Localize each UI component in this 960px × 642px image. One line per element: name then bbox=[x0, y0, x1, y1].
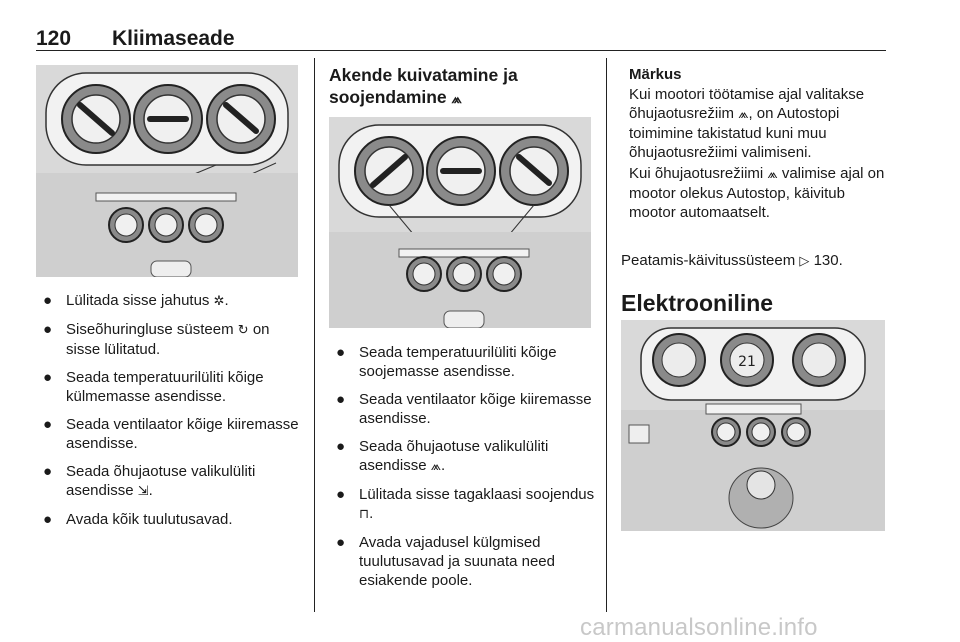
air-distribution-icon: ⇲ bbox=[137, 484, 149, 499]
page-header bbox=[36, 27, 886, 51]
note-title: Märkus bbox=[629, 66, 682, 83]
page-reference-arrow-icon: ▷ bbox=[799, 254, 810, 269]
list-item: ● Seada temperatuurilüliti kõige soojemasse asendisse. bbox=[336, 344, 557, 380]
col2-bullet-list bbox=[329, 343, 597, 599]
section-heading-defrost bbox=[329, 64, 599, 111]
defrost-icon: ⩕ bbox=[738, 107, 749, 122]
bullet-text: Seada ventilaator kõige kiiremasse asendisse. bbox=[359, 391, 592, 427]
cross-reference[interactable]: Peatamis-käivitussüsteem ▷ 130. bbox=[621, 252, 843, 269]
note-paragraph-1: Kui mootori töötamise ajal valitakse õhujaotusrežiim ⩕, on Autostopi toimimine takistatud kuni muu õhujaotusrežiimi valimiseni. bbox=[629, 86, 865, 161]
list-item: ● Siseõhuringluse süsteem ↻ on sisse lülitatud. bbox=[43, 321, 270, 358]
rear-window-heating-icon: ⊓ bbox=[359, 507, 370, 522]
col1-bullet-list bbox=[36, 291, 304, 538]
snowflake-icon: ✲ bbox=[213, 294, 225, 309]
climate-control-illustration-1 bbox=[36, 65, 298, 277]
note-paragraph-2: Kui õhujaotusrežiimi ⩕ valimise ajal on mootor olekus Autostop, käivitub mootor automaatselt. bbox=[629, 165, 885, 221]
chapter-title: Kliimaseade bbox=[112, 27, 235, 50]
list-item: ● Seada ventilaator kõige kiiremasse asendisse. bbox=[43, 416, 299, 452]
bullet-text: Siseõhuringluse süsteem bbox=[66, 321, 238, 338]
defrost-icon: ⩕ bbox=[430, 459, 441, 474]
list-item: ● Seada õhujaotuse valikulüliti asendisse ⇲. bbox=[43, 463, 256, 499]
list-item: ● Lülitada sisse tagaklaasi soojendus ⊓. bbox=[336, 486, 595, 522]
list-item: ● Seada õhujaotuse valikulüliti asendisse ⩕. bbox=[336, 438, 549, 474]
bullet-text: Lülitada sisse tagaklaasi soojendus bbox=[359, 486, 595, 503]
bullet-suffix: . bbox=[148, 482, 153, 499]
list-item: ● Avada vajadusel külgmised tuulutusavad ja suunata need esiakende poole. bbox=[336, 534, 555, 589]
column-divider-2 bbox=[606, 58, 607, 612]
bullet-text: Lülitada sisse jahutus bbox=[66, 292, 214, 309]
bullet-text: Seada õhujaotuse valikulüliti asendisse bbox=[66, 463, 256, 499]
bullet-text: Seada temperatuurilüliti kõige soojemasse asendisse. bbox=[359, 344, 557, 380]
electronic-climate-illustration bbox=[621, 320, 885, 531]
column-divider-1 bbox=[314, 58, 315, 612]
bullet-text: Seada õhujaotuse valikulüliti asendisse bbox=[359, 438, 549, 474]
bullet-suffix: . bbox=[224, 292, 229, 309]
watermark: carmanualsonline.info bbox=[580, 614, 818, 641]
heading-text: Akende kuivatamine ja soojendamine bbox=[329, 65, 518, 107]
list-item: ● Lülitada sisse jahutus ✲. bbox=[43, 292, 229, 309]
recirculation-icon: ↻ bbox=[237, 323, 249, 338]
defrost-icon: ⩕ bbox=[767, 167, 778, 182]
bullet-text: Seada ventilaator kõige kiiremasse asendisse. bbox=[66, 416, 299, 452]
header-rule bbox=[36, 50, 886, 51]
temperature-display: 21 bbox=[738, 354, 756, 370]
defrost-icon: ⩕ bbox=[451, 92, 462, 107]
list-item: ● Seada ventilaator kõige kiiremasse asendisse. bbox=[336, 391, 592, 427]
section-heading-electronic-climate: Elektrooniline bbox=[621, 290, 774, 316]
bullet-suffix: . bbox=[440, 457, 446, 474]
list-item: ● Seada temperatuurilüliti kõige külmemasse asendisse. bbox=[43, 369, 264, 405]
bullet-suffix: . bbox=[369, 505, 374, 522]
bullet-text: Avada kõik tuulutusavad. bbox=[66, 511, 233, 528]
bullet-suffix: on sisse lülitatud. bbox=[66, 321, 270, 358]
climate-control-illustration-2 bbox=[329, 117, 591, 328]
bullet-text: Avada vajadusel külgmised tuulutusavad ja suunata need esiakende poole. bbox=[359, 534, 555, 589]
list-item: ● Avada kõik tuulutusavad. bbox=[43, 511, 233, 528]
bullet-text: Seada temperatuurilüliti kõige külmemasse asendisse. bbox=[66, 369, 264, 405]
page-number: 120 bbox=[36, 27, 72, 50]
